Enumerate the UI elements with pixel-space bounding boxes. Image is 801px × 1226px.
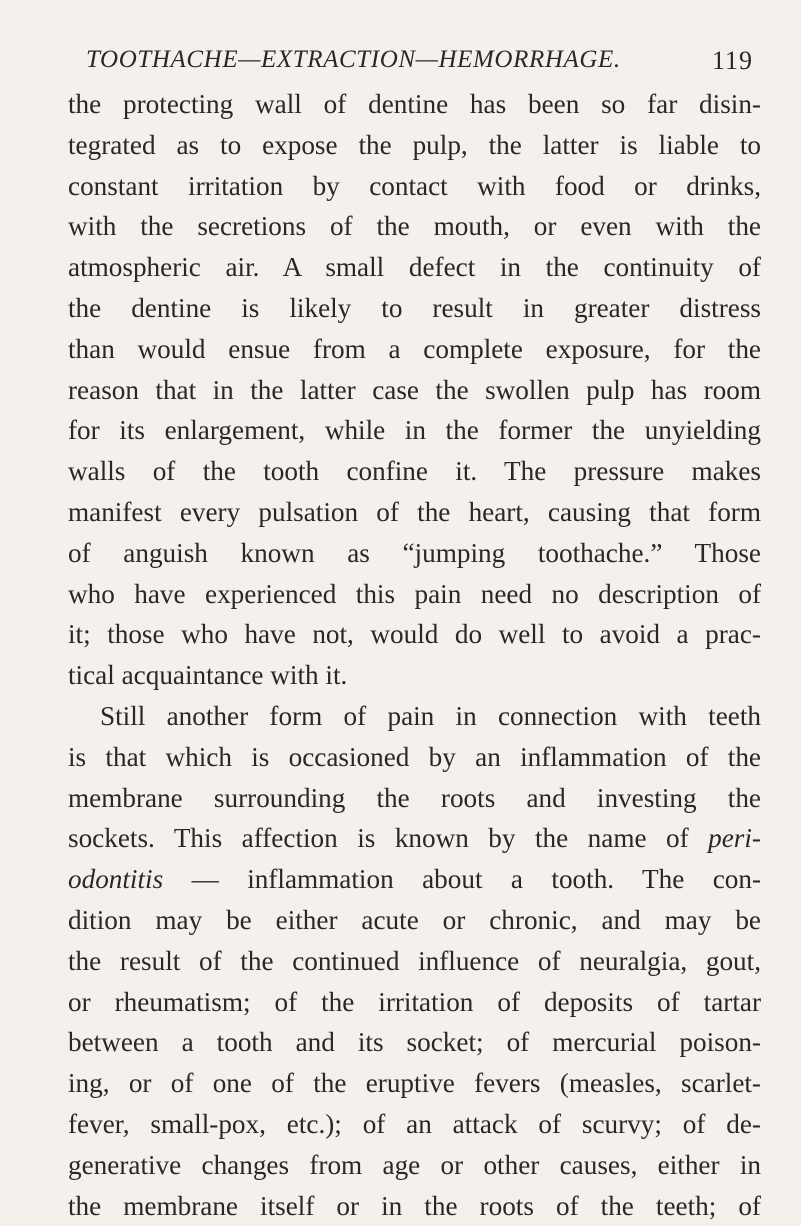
running-head (68, 34, 761, 78)
text-line: the protecting wall of dentine has been so far disin- (68, 89, 761, 119)
text-line: fever, small-pox, etc.); of an attack of scurvy; of de- (68, 1108, 761, 1139)
text-line: the membrane itself or in the roots of the teeth; of (68, 1190, 761, 1221)
text-line: sockets. This affection is known by the name of peri- (68, 823, 761, 854)
paragraph-start-line: Still another form of pain in connection with teeth (100, 700, 761, 731)
text-line: constant irritation by contact with food or drinks, (68, 170, 761, 201)
text-line: tegrated as to expose the pulp, the latter is liable to (68, 129, 761, 160)
text-line: manifest every pulsation of the heart, causing that form (68, 496, 761, 527)
text-line: between a tooth and its socket; of mercurial poison- (68, 1027, 761, 1058)
running-head-title: TOOTHACHE—EXTRACTION—HEMORRHAGE. (86, 46, 621, 73)
text-line: ing, or of one of the eruptive fevers (measles, scarlet- (68, 1068, 761, 1099)
text-line: walls of the tooth confine it. The pressure makes (68, 456, 761, 487)
text-line: reason that in the latter case the swollen pulp has room (68, 374, 761, 405)
text-line: dition may be either acute or chronic, and may be (68, 904, 761, 935)
text-line: generative changes from age or other causes, either in (68, 1149, 761, 1180)
text-line: the dentine is likely to result in greater distress (68, 292, 761, 323)
text-line: for its enlargement, while in the former the unyielding (68, 415, 761, 446)
text-line: is that which is occasioned by an inflammation of the (68, 741, 761, 772)
text-line: it; those who have not, would do well to avoid a prac- (68, 619, 761, 650)
italic-term: peri- (708, 823, 761, 854)
text-line: membrane surrounding the roots and investing the (68, 782, 761, 813)
text-line: odontitis — inflammation about a tooth. The con- (68, 864, 761, 895)
text-line: the result of the continued influence of neuralgia, gout, (68, 945, 761, 976)
text-line: who have experienced this pain need no description of (68, 578, 761, 609)
text-line: atmospheric air. A small defect in the continuity of (68, 252, 761, 283)
paragraph-end-line: tical acquaintance with it. (68, 660, 348, 691)
text-line: with the secretions of the mouth, or even with the (68, 211, 761, 242)
text-line: than would ensue from a complete exposure, for the (68, 333, 761, 364)
italic-term: odontitis (68, 864, 164, 895)
body-text (68, 84, 761, 1226)
text-line: of anguish known as “jumping toothache.” Those (68, 537, 761, 568)
page-number: 119 (711, 46, 753, 75)
text-line: or rheumatism; of the irritation of deposits of tartar (68, 986, 761, 1017)
